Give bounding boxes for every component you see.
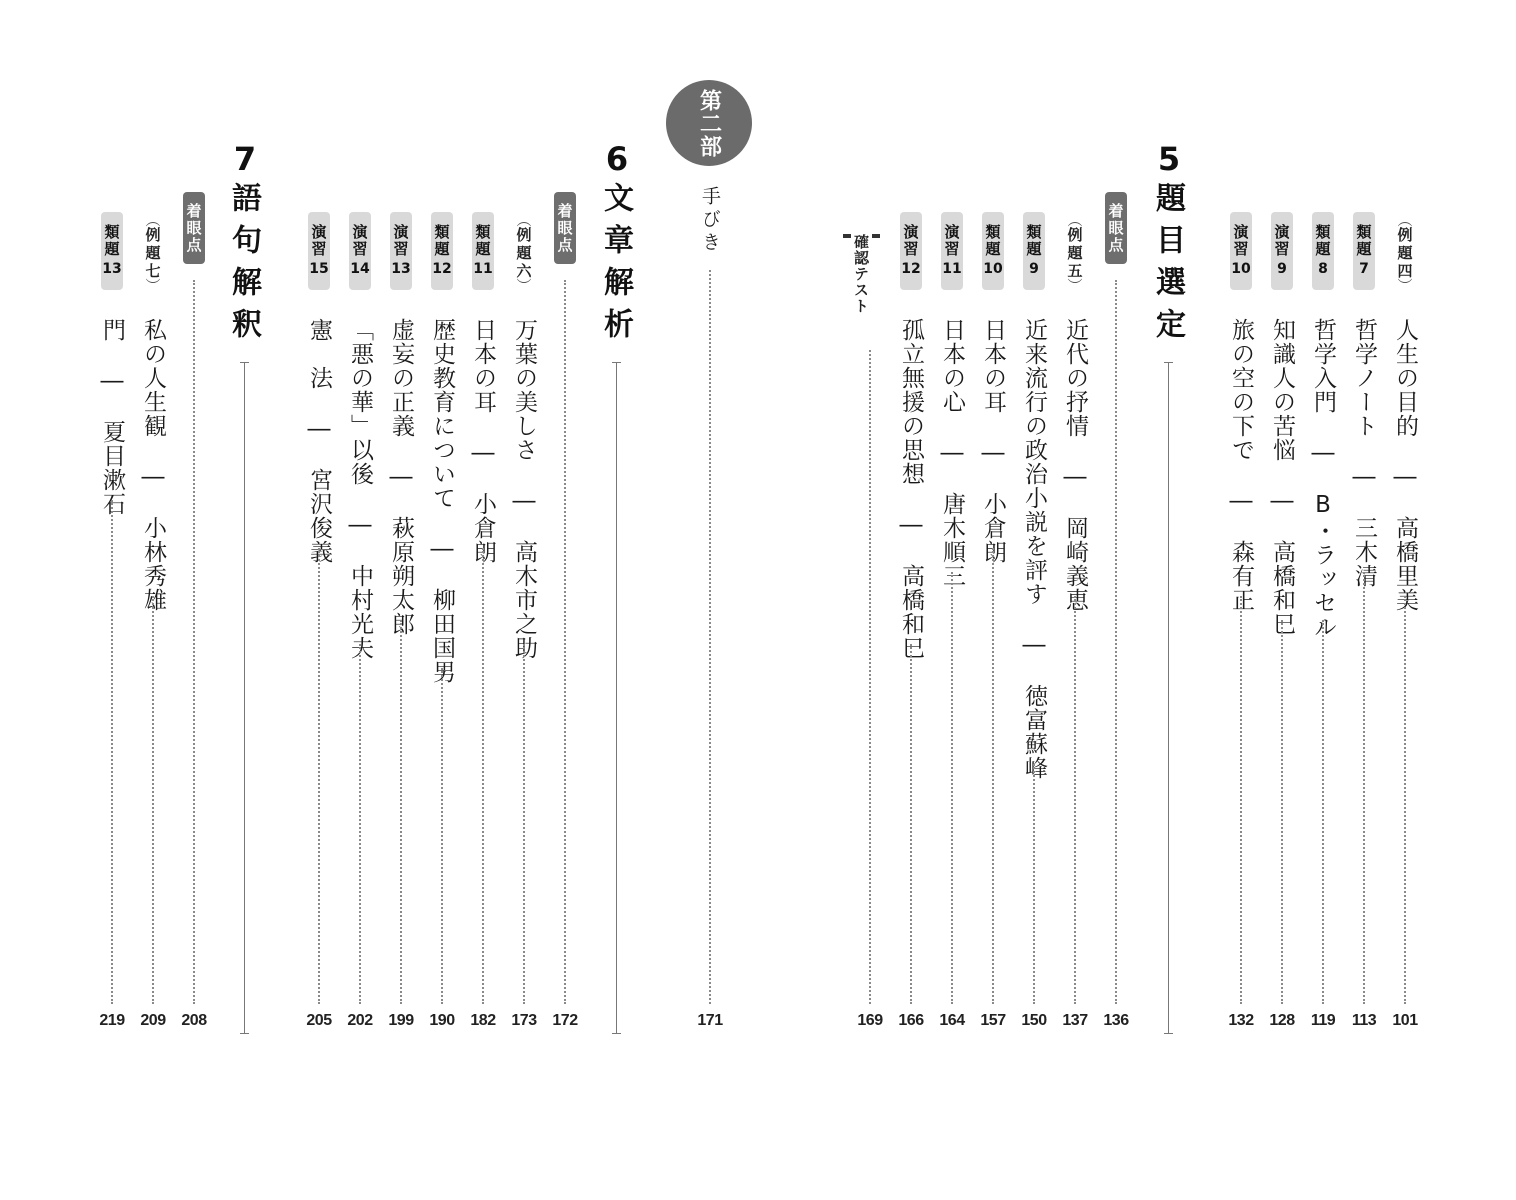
- entry-title: [504, 318, 544, 660]
- section-6: [592, 0, 642, 1200]
- entry-tag: 類 題 8: [1312, 212, 1334, 290]
- entry-title: [973, 318, 1013, 564]
- entry-tag-focus: 着 眼 点: [554, 192, 576, 264]
- entry-tag: 類 題 11: [472, 212, 494, 290]
- entry-dash: ―: [99, 342, 125, 420]
- entry-tag: 類 題 12: [431, 212, 453, 290]
- section-7: [220, 0, 270, 1200]
- entry-title: [1262, 318, 1302, 636]
- section-5: [1144, 0, 1194, 1200]
- dotted-leader: [482, 548, 484, 1004]
- entry-title: [299, 318, 339, 564]
- entry-author: 夏目漱石: [99, 420, 125, 516]
- entry-tag: 類 題 13: [101, 212, 123, 290]
- entry-title: [1055, 318, 1095, 612]
- page-number: 205: [306, 1012, 332, 1029]
- entry-dash: ―: [347, 486, 373, 564]
- entry-title-text: 哲学ノート: [1351, 318, 1377, 438]
- page-number: 132: [1228, 1012, 1254, 1029]
- entry-title: [422, 318, 462, 684]
- entry-dash: ―: [1351, 438, 1377, 516]
- entry-tag-focus: 着 眼 点: [1105, 192, 1127, 264]
- entry-tag: 演 習 13: [390, 212, 412, 290]
- page-number: 166: [898, 1012, 924, 1029]
- dotted-leader: [869, 350, 871, 1004]
- toc-entry[interactable]: [690, 0, 730, 1200]
- entry-title-text: 憲 法: [306, 318, 332, 390]
- page-number: 119: [1310, 1012, 1336, 1029]
- entry-title-text: 手びき: [699, 186, 721, 255]
- toc-entry[interactable]: [1096, 0, 1136, 1200]
- entry-title: [340, 318, 380, 660]
- entry-title: [1014, 318, 1054, 780]
- entry-title: [92, 318, 132, 516]
- entry-author: 宮沢俊義: [306, 468, 332, 564]
- dotted-leader: [1240, 596, 1242, 1004]
- entry-title: [891, 318, 931, 660]
- page-number: 172: [552, 1012, 578, 1029]
- dotted-leader: [564, 280, 566, 1004]
- entry-title-text: 近代の抒情: [1062, 318, 1088, 438]
- page-number: 209: [140, 1012, 166, 1029]
- section-number: 5: [1157, 140, 1181, 178]
- dotted-leader: [359, 644, 361, 1004]
- entry-title-text: 近来流行の政治小説を評す: [1021, 318, 1047, 606]
- page-number: 219: [99, 1012, 125, 1029]
- section-title: 語句解釈: [226, 182, 261, 350]
- entry-author: 高橋和巳: [898, 564, 924, 660]
- entry-author: 三木清: [1351, 516, 1377, 588]
- toc-entry[interactable]: [174, 0, 214, 1200]
- page-number: 113: [1351, 1012, 1377, 1029]
- entry-tag: 類 題 9: [1023, 212, 1045, 290]
- entry-dash: ―: [1269, 462, 1295, 540]
- entry-author: 高木市之助: [511, 540, 537, 660]
- page-number: 171: [697, 1012, 723, 1029]
- dotted-leader: [1074, 596, 1076, 1004]
- toc-entry[interactable]: [891, 0, 931, 1200]
- page-number: 202: [347, 1012, 373, 1029]
- page-number: 101: [1392, 1012, 1418, 1029]
- entry-tag-example: ︵ 例 題 六 ︶: [516, 211, 532, 295]
- page-number: 137: [1062, 1012, 1088, 1029]
- entry-title: [463, 318, 503, 564]
- entry-tag-focus: 着 眼 点: [183, 192, 205, 264]
- dotted-leader: [709, 270, 711, 1004]
- entry-dash: ―: [511, 462, 537, 540]
- entry-author: 徳富蘇峰: [1021, 684, 1047, 780]
- entry-dash: ―: [429, 510, 455, 588]
- toc-entry[interactable]: [133, 0, 173, 1200]
- page-number: 208: [181, 1012, 207, 1029]
- entry-author: 岡崎義恵: [1062, 516, 1088, 612]
- entry-title: [1303, 318, 1343, 639]
- entry-tag-confirm: 確認テスト: [860, 234, 880, 314]
- entry-dash: ―: [980, 414, 1006, 492]
- entry-title-text: 歴史教育について: [429, 318, 455, 510]
- dotted-leader: [1322, 620, 1324, 1004]
- entry-title-text: 日本の耳: [470, 318, 496, 414]
- entry-title: [1385, 318, 1425, 612]
- dotted-leader: [910, 644, 912, 1004]
- toc-entry[interactable]: [1055, 0, 1095, 1200]
- entry-title: [1344, 318, 1384, 588]
- page-number: 173: [511, 1012, 537, 1029]
- dotted-leader: [1404, 596, 1406, 1004]
- entry-author: 小倉朗: [470, 492, 496, 564]
- entry-title-text: 私の人生観: [140, 318, 166, 438]
- entry-tag: 演 習 15: [308, 212, 330, 290]
- dotted-leader: [1115, 280, 1117, 1004]
- section-rule: [244, 362, 245, 1034]
- entry-author: 唐木順三: [939, 492, 965, 588]
- toc-entry[interactable]: [1385, 0, 1425, 1200]
- entry-dash: ―: [1392, 438, 1418, 516]
- entry-dash: ―: [140, 438, 166, 516]
- entry-tag: 類 題 10: [982, 212, 1004, 290]
- toc-entry[interactable]: [92, 0, 132, 1200]
- entry-author: 小林秀雄: [140, 516, 166, 612]
- entry-dash: ―: [388, 438, 414, 516]
- dotted-leader: [193, 280, 195, 1004]
- page-number: 169: [857, 1012, 883, 1029]
- entry-author: 小倉朗: [980, 492, 1006, 564]
- entry-title: [932, 318, 972, 588]
- toc-entry[interactable]: [340, 0, 380, 1200]
- entry-title: [133, 318, 173, 612]
- entry-tag-example: ︵ 例 題 七 ︶: [145, 211, 161, 295]
- dotted-leader: [1033, 764, 1035, 1004]
- dotted-leader: [318, 548, 320, 1004]
- entry-dash: ―: [1021, 606, 1047, 684]
- entry-tag: 類 題 7: [1353, 212, 1375, 290]
- dotted-leader: [951, 572, 953, 1004]
- toc-entry[interactable]: [1262, 0, 1302, 1200]
- toc-entry[interactable]: [1221, 0, 1261, 1200]
- entry-author: 森有正: [1228, 540, 1254, 612]
- entry-title-text: 門: [99, 318, 125, 342]
- page-number: 190: [429, 1012, 455, 1029]
- entry-title: [1221, 318, 1261, 612]
- entry-dash: ―: [1228, 462, 1254, 540]
- dotted-leader: [152, 596, 154, 1004]
- entry-tag: 演 習 10: [1230, 212, 1252, 290]
- entry-author: 柳田国男: [429, 588, 455, 684]
- toc-entry[interactable]: [504, 0, 544, 1200]
- entry-dash: ―: [1310, 414, 1336, 492]
- page-number: 199: [388, 1012, 414, 1029]
- toc-entry[interactable]: [422, 0, 462, 1200]
- toc-entry[interactable]: [463, 0, 503, 1200]
- entry-title-text: 哲学入門: [1310, 318, 1336, 414]
- entry-tag-example: ︵ 例 題 五 ︶: [1067, 211, 1083, 295]
- dotted-leader: [400, 620, 402, 1004]
- dotted-leader: [441, 668, 443, 1004]
- section-rule: [1168, 362, 1169, 1034]
- section-rule: [616, 362, 617, 1034]
- page-number: 164: [939, 1012, 965, 1029]
- entry-title-text: 「悪の華」以後: [347, 318, 373, 486]
- entry-title-text: 人生の目的: [1392, 318, 1418, 438]
- entry-author: 中村光夫: [347, 564, 373, 660]
- entry-title-text: 孤立無援の思想: [898, 318, 924, 486]
- toc-entry[interactable]: [1014, 0, 1054, 1200]
- page-number: 182: [470, 1012, 496, 1029]
- dotted-leader: [1281, 620, 1283, 1004]
- page-number: 157: [980, 1012, 1006, 1029]
- entry-title: [690, 186, 730, 255]
- section-number: 6: [605, 140, 629, 178]
- section-title: 題目選定: [1150, 182, 1185, 350]
- page-number: 128: [1269, 1012, 1295, 1029]
- entry-author: 高橋和巳: [1269, 540, 1295, 636]
- entry-author: 萩原朔太郎: [388, 516, 414, 636]
- part-label: 第二部: [696, 88, 722, 158]
- entry-dash: ―: [939, 414, 965, 492]
- toc-entry[interactable]: [545, 0, 585, 1200]
- page-number: 150: [1021, 1012, 1047, 1029]
- entry-dash: ―: [898, 486, 924, 564]
- entry-tag: 演 習 11: [941, 212, 963, 290]
- entry-title-text: 旅の空の下で: [1228, 318, 1254, 462]
- section-title: 文章解析: [598, 182, 633, 350]
- entry-tag: 演 習 9: [1271, 212, 1293, 290]
- section-number: 7: [233, 140, 257, 178]
- entry-author: B・ラッセル: [1310, 492, 1336, 639]
- entry-tag-example: ︵ 例 題 四 ︶: [1397, 211, 1413, 295]
- dotted-leader: [523, 644, 525, 1004]
- dotted-leader: [111, 500, 113, 1004]
- page-number: 136: [1103, 1012, 1129, 1029]
- entry-title-text: 知識人の苦悩: [1269, 318, 1295, 462]
- entry-dash: ―: [1062, 438, 1088, 516]
- toc-entry[interactable]: [932, 0, 972, 1200]
- toc-entry[interactable]: [299, 0, 339, 1200]
- entry-title-text: 万葉の美しさ: [511, 318, 537, 462]
- toc-entry[interactable]: [850, 0, 890, 1200]
- entry-title-text: 日本の耳: [980, 318, 1006, 414]
- entry-tag: 演 習 12: [900, 212, 922, 290]
- entry-dash: ―: [470, 414, 496, 492]
- toc-entry[interactable]: [973, 0, 1013, 1200]
- toc-entry[interactable]: [381, 0, 421, 1200]
- entry-title-text: 虚妄の正義: [388, 318, 414, 438]
- entry-title-text: 日本の心: [939, 318, 965, 414]
- dotted-leader: [992, 548, 994, 1004]
- entry-title: [381, 318, 421, 636]
- toc-entry[interactable]: [1344, 0, 1384, 1200]
- entry-tag: 演 習 14: [349, 212, 371, 290]
- entry-dash: ―: [306, 390, 332, 468]
- dotted-leader: [1363, 572, 1365, 1004]
- toc-entry[interactable]: [1303, 0, 1343, 1200]
- entry-author: 高橋里美: [1392, 516, 1418, 612]
